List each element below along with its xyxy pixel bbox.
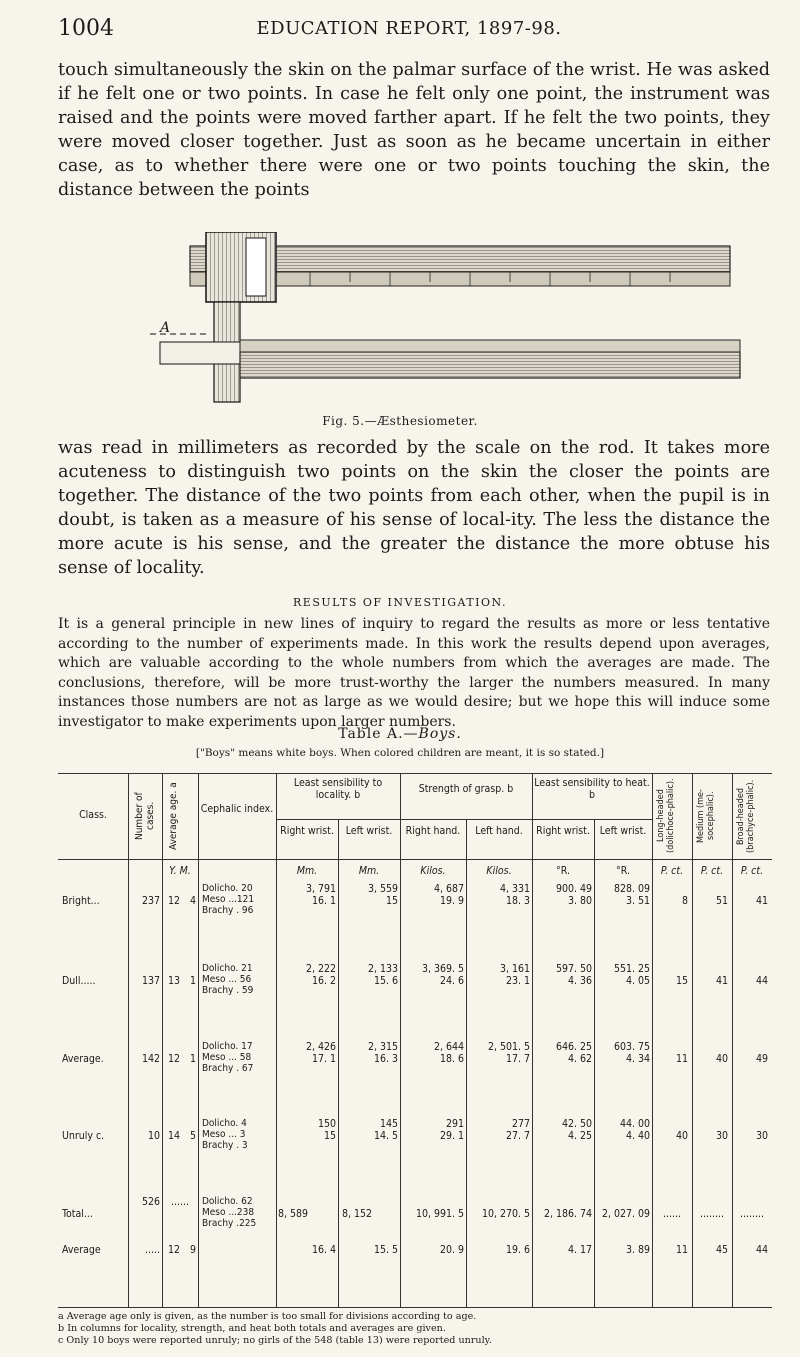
header-left-wrist: Left wrist.: [345, 825, 393, 837]
row-loc_l-total: 2, 133: [367, 963, 398, 975]
row-loc_l-total: 3, 559: [367, 883, 398, 895]
col-rule: [532, 773, 533, 1307]
header-grasp: Strength of grasp. b: [418, 783, 514, 795]
row-loc_r-total: 2, 426: [305, 1041, 336, 1053]
row-broad: 30: [755, 1130, 768, 1142]
row-grasp_r-avg: 19. 9: [439, 895, 464, 907]
row-loc_l-total: 2, 315: [367, 1041, 398, 1053]
row-loc_r-avg: 17. 1: [311, 1053, 336, 1065]
total-grasp-l: 10, 270. 5: [481, 1208, 530, 1220]
ceph-dolicho: Dolicho. 4: [202, 1118, 247, 1129]
row-long: 40: [675, 1130, 688, 1142]
row-cephalic: [202, 963, 253, 996]
header-number: Number of cases.: [134, 792, 156, 840]
row-age-y: 12: [168, 1053, 181, 1065]
total-heat-r: 2, 186. 74: [543, 1208, 592, 1220]
row-grasp_l-total: 277: [511, 1118, 530, 1130]
col-rule: [128, 773, 129, 1307]
ceph-brachy: Brachy . 59: [202, 985, 254, 996]
row-heat_r-total: 597. 50: [555, 963, 592, 975]
row-loc_r-avg: 16. 2: [311, 975, 336, 987]
aesthesiometer-figure: [150, 232, 750, 412]
total-heat-l: 2, 027. 09: [601, 1208, 650, 1220]
row-class: Unruly c.: [62, 1130, 105, 1142]
row-age-m: 1: [189, 1053, 196, 1065]
row-heat_r-total: 900. 49: [555, 883, 592, 895]
row-age-y: 14: [168, 1130, 181, 1142]
ceph-brachy: Brachy . 96: [202, 905, 254, 916]
average-loc-r: 16. 4: [311, 1244, 336, 1256]
header-broad-headed: Broad-headed (brachyce-phalic).: [736, 779, 756, 853]
row-heat_r-total: 42. 50: [561, 1118, 592, 1130]
ceph-meso: Meso ... 58: [202, 1052, 252, 1063]
average-age-m: 9: [189, 1244, 196, 1256]
row-grasp_l-avg: 23. 1: [505, 975, 530, 987]
page-header: [58, 16, 760, 50]
col-rule: [400, 773, 401, 1307]
table-title-italic: Boys.: [418, 726, 462, 742]
row-grasp_r-avg: 29. 1: [439, 1130, 464, 1142]
average-heat-l: 3. 89: [625, 1244, 650, 1256]
row-grasp_l-total: 3, 161: [499, 963, 530, 975]
average-broad: 44: [755, 1244, 768, 1256]
header-heat-right: Right wrist.: [536, 825, 590, 837]
table-title-text: Table A.—: [338, 726, 419, 742]
paragraph-1: touch simultaneously the skin on the palmar surface of the wrist. He was asked if he felt one or two points. In case he felt only one point, the instrument was raised and the points were moved farther apart. If he felt the two points, they were moved closer together. Just as soon as he became uncertain in either case, as to whether there were one or two points touching the skin, the distance between the points: [58, 60, 770, 200]
table-note: ["Boys" means white boys. When colored children are meant, it is so stated.]: [195, 747, 605, 759]
row-loc_l-avg: 15: [385, 895, 398, 907]
ceph-dolicho: Dolicho. 17: [202, 1041, 253, 1052]
row-loc_l-avg: 14. 5: [373, 1130, 398, 1142]
aesthesiometer-illustration: [150, 232, 750, 412]
footnote-c: c Only 10 boys were reported unruly; no girls of the 548 (table 13) were reported unruly.: [58, 1335, 492, 1346]
row-grasp_l-total: 2, 501. 5: [487, 1041, 530, 1053]
unit-loc-l: Mm.: [358, 865, 380, 877]
row-class: Bright...: [62, 895, 100, 907]
row-number: 10: [147, 1130, 160, 1142]
row-grasp_r-avg: 24. 6: [439, 975, 464, 987]
row-grasp_l-avg: 18. 3: [505, 895, 530, 907]
col-rule: [162, 773, 163, 1307]
row-grasp_r-total: 4, 687: [433, 883, 464, 895]
unit-heat-l: °R.: [616, 865, 630, 877]
header-heat-left: Left wrist.: [599, 825, 647, 837]
row-grasp_l-avg: 17. 7: [505, 1053, 530, 1065]
header-long-headed: Long-headed (dolichoce-phalic).: [656, 778, 676, 854]
header-class: Class.: [79, 809, 107, 821]
row-loc_r-total: 3, 791: [305, 883, 336, 895]
row-heat_l-avg: 4. 34: [625, 1053, 650, 1065]
col-rule: [276, 773, 277, 1307]
row-heat_r-avg: 3. 80: [567, 895, 592, 907]
total-cephalic: [202, 1196, 256, 1229]
row-heat_l-total: 551. 25: [613, 963, 650, 975]
subheader-rule: [276, 819, 652, 820]
row-medium: 51: [715, 895, 728, 907]
row-medium: 41: [715, 975, 728, 987]
total-grasp-r: 10, 991. 5: [415, 1208, 464, 1220]
ceph-meso: Meso ... 56: [202, 974, 252, 985]
total-long: ......: [663, 1208, 681, 1220]
header-left-hand: Left hand.: [475, 825, 523, 837]
total-ceph-brachy: Brachy .225: [202, 1218, 257, 1229]
row-number: 142: [141, 1053, 160, 1065]
table-title: [0, 726, 800, 742]
row-heat_l-avg: 3. 51: [625, 895, 650, 907]
row-loc_l-total: 145: [379, 1118, 398, 1130]
row-cephalic: [202, 883, 254, 916]
row-age-m: 1: [189, 975, 196, 987]
header-right-hand: Right hand.: [405, 825, 461, 837]
unit-age: Y. M.: [169, 865, 191, 877]
row-grasp_r-total: 2, 644: [433, 1041, 464, 1053]
row-grasp_r-total: 3, 369. 5: [421, 963, 464, 975]
row-long: 8: [681, 895, 688, 907]
row-heat_l-avg: 4. 05: [625, 975, 650, 987]
row-loc_r-total: 150: [317, 1118, 336, 1130]
col-rule: [732, 773, 733, 1307]
average-age-y: 12: [168, 1244, 181, 1256]
header-locality: Least sensibility to locality. b: [293, 777, 383, 801]
average-grasp-l: 19. 6: [505, 1244, 530, 1256]
row-class: Dull.....: [62, 975, 96, 987]
row-age-y: 12: [168, 895, 181, 907]
unit-grasp-r: Kilos.: [420, 865, 446, 877]
ceph-meso: Meso ...121: [202, 894, 255, 905]
row-number: 137: [141, 975, 160, 987]
row-cephalic: [202, 1041, 253, 1074]
average-long: 11: [675, 1244, 688, 1256]
results-table: [58, 773, 772, 1308]
paragraph-3: It is a general principle in new lines of inquiry to regard the results as more or less tentative according to the number of experiments made. In this work the results depend upon averages, which are valuable according to the whole numbers from which the averages are made. The conclusions, therefore, will be more trust-worthy the larger the numbers measured. In many instances those numbers are not as large as we would desire; but we hope this will induce some investigator to make experiments upon larger numbers.: [58, 616, 770, 730]
figure-caption: Fig. 5.—Æsthesiometer.: [322, 414, 478, 428]
total-loc-r: 8, 589: [278, 1208, 309, 1220]
average-heat-r: 4. 17: [567, 1244, 592, 1256]
total-label: Total...: [62, 1208, 93, 1220]
row-loc_r-avg: 15: [323, 1130, 336, 1142]
table-top-rule: [58, 773, 772, 774]
row-grasp_r-total: 291: [445, 1118, 464, 1130]
row-heat_r-avg: 4. 62: [567, 1053, 592, 1065]
col-rule: [198, 773, 199, 1307]
row-broad: 41: [755, 895, 768, 907]
page-number: 1004: [58, 16, 114, 41]
row-medium: 40: [715, 1053, 728, 1065]
row-heat_r-avg: 4. 36: [567, 975, 592, 987]
header-medium: Medium (me-socephalic).: [696, 789, 716, 843]
total-age: ......: [171, 1196, 189, 1208]
row-heat_r-avg: 4. 25: [567, 1130, 592, 1142]
total-medium: ........: [700, 1208, 724, 1220]
row-broad: 49: [755, 1053, 768, 1065]
total-ceph-meso: Meso ...238: [202, 1207, 255, 1218]
row-age-y: 13: [168, 975, 181, 987]
row-loc_r-avg: 16. 1: [311, 895, 336, 907]
row-cephalic: [202, 1118, 248, 1151]
row-grasp_r-avg: 18. 6: [439, 1053, 464, 1065]
row-heat_l-total: 44. 00: [619, 1118, 650, 1130]
row-loc_l-avg: 15. 6: [373, 975, 398, 987]
unit-broad: P. ct.: [740, 865, 764, 877]
average-grasp-r: 20. 9: [439, 1244, 464, 1256]
ceph-brachy: Brachy . 3: [202, 1140, 248, 1151]
total-n: 526: [141, 1196, 160, 1208]
row-class: Average.: [62, 1053, 104, 1065]
row-heat_l-avg: 4. 40: [625, 1130, 650, 1142]
row-medium: 30: [715, 1130, 728, 1142]
header-cephalic: Cephalic index.: [200, 803, 274, 815]
ceph-brachy: Brachy . 67: [202, 1063, 254, 1074]
ceph-meso: Meso ... 3: [202, 1129, 246, 1140]
footnote-a: a Average age only is given, as the number is too small for divisions according to age.: [58, 1311, 477, 1322]
average-label: Average: [62, 1244, 101, 1256]
average-medium: 45: [715, 1244, 728, 1256]
row-number: 237: [141, 895, 160, 907]
ceph-dolicho: Dolicho. 20: [202, 883, 253, 894]
total-loc-l: 8, 152: [342, 1208, 373, 1220]
header-age: Average age. a: [168, 782, 179, 850]
figure-label: A: [160, 320, 171, 336]
average-loc-l: 15. 5: [373, 1244, 398, 1256]
header-bottom-rule: [58, 859, 772, 860]
footnotes: [58, 1311, 770, 1347]
unit-heat-r: °R.: [556, 865, 570, 877]
paragraph-2: was read in millimeters as recorded by the scale on the rod. It takes more acuteness to distinguish two points on the skin the closer the points are together. The distance of the two points from each other, when the pupil is in doubt, is taken as a measure of his sense of local-ity. The less the distance the more acute is his sense, and the greater the distance the more obtuse his sense of locality.: [58, 438, 770, 578]
unit-long: P. ct.: [660, 865, 684, 877]
row-grasp_l-avg: 27. 7: [505, 1130, 530, 1142]
col-rule: [692, 773, 693, 1307]
unit-grasp-l: Kilos.: [486, 865, 512, 877]
header-heat: Least sensibility to heat. b: [534, 777, 650, 801]
total-ceph-dolicho: Dolicho. 62: [202, 1196, 253, 1207]
row-age-m: 5: [189, 1130, 196, 1142]
section-title: RESULTS OF INVESTIGATION.: [293, 596, 507, 609]
header-right-wrist: Right wrist.: [280, 825, 334, 837]
running-head: EDUCATION REPORT, 1897-98.: [256, 18, 562, 39]
footnote-b: b In columns for locality, strength, and heat both totals and averages are given.: [58, 1323, 446, 1334]
total-broad: ........: [740, 1208, 764, 1220]
average-n: .....: [145, 1244, 160, 1256]
row-heat_r-total: 646. 25: [555, 1041, 592, 1053]
row-loc_r-total: 2, 222: [305, 963, 336, 975]
row-grasp_l-total: 4, 331: [499, 883, 530, 895]
row-age-m: 4: [189, 895, 196, 907]
unit-loc-r: Mm.: [296, 865, 318, 877]
row-long: 15: [675, 975, 688, 987]
row-broad: 44: [755, 975, 768, 987]
row-heat_l-total: 603. 75: [613, 1041, 650, 1053]
table-bottom-rule: [58, 1307, 772, 1308]
row-long: 11: [675, 1053, 688, 1065]
unit-medium: P. ct.: [700, 865, 724, 877]
row-loc_l-avg: 16. 3: [373, 1053, 398, 1065]
col-rule: [652, 773, 653, 1307]
row-heat_l-total: 828. 09: [613, 883, 650, 895]
ceph-dolicho: Dolicho. 21: [202, 963, 253, 974]
